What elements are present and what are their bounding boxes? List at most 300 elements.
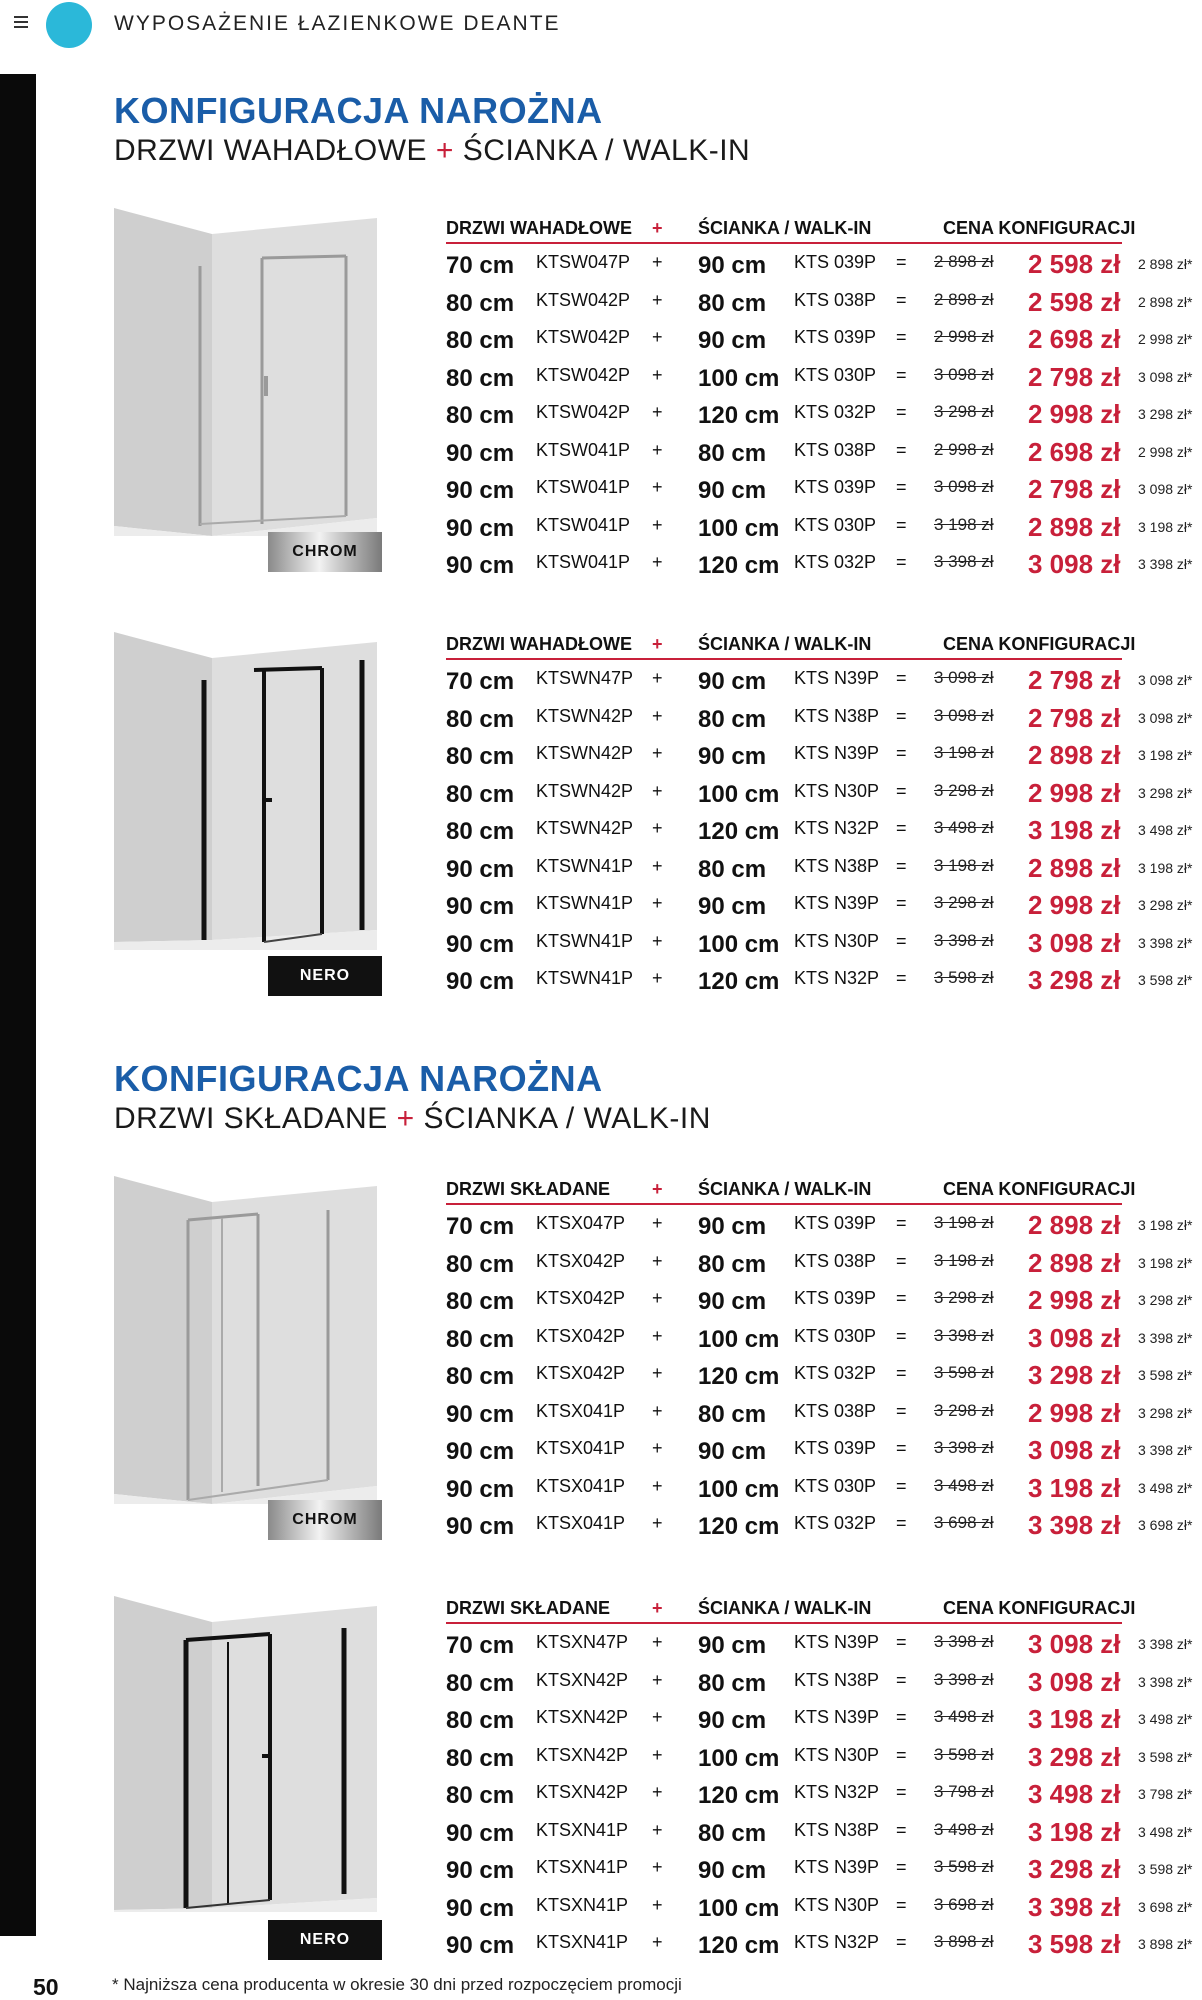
old-price: 3 198 zł (934, 855, 994, 875)
promo-price: 2 798 zł (1028, 665, 1121, 695)
plus-sign: + (652, 1932, 663, 1952)
header-door: DRZWI SKŁADANE (446, 1179, 610, 1199)
promo-price: 2 798 zł (1028, 361, 1121, 392)
table-row (446, 284, 1202, 322)
door-size: 80 cm (446, 705, 515, 733)
shower-illustration (112, 206, 380, 536)
old-price: 2 898 zł (934, 289, 994, 309)
promo-price: 3 398 zł (1028, 1510, 1121, 1540)
wall-size: 80 cm (698, 705, 767, 733)
equals-sign: = (896, 705, 907, 726)
wall-code: KTS 038P (794, 439, 877, 460)
promo-price: 2 898 zł (1028, 852, 1121, 883)
wall-code: KTS 032P (794, 402, 877, 422)
door-code: KTSX042P (536, 1325, 626, 1346)
section-title: KONFIGURACJA NAROŻNA (114, 90, 603, 131)
table-row (446, 1926, 1202, 1964)
plus-sign: + (652, 1707, 663, 1727)
top-bar (0, 0, 1202, 52)
equals-sign: = (896, 1819, 907, 1840)
wall-size: 80 cm (698, 439, 767, 467)
plus-sign: + (652, 1438, 663, 1458)
old-price: 3 398 zł (934, 1632, 994, 1651)
wall-code: KTS N32P (794, 818, 880, 838)
subtitle-plus: + (396, 1102, 415, 1135)
wall-size: 90 cm (698, 1438, 767, 1465)
wall-code: KTS 038P (794, 1250, 877, 1271)
door-code: KTSXN47P (536, 1632, 629, 1652)
wall-code: KTS 030P (794, 1325, 877, 1346)
plus-sign: + (652, 402, 663, 422)
wall-size: 120 cm (698, 968, 780, 995)
equals-sign: = (896, 1288, 907, 1308)
door-size: 80 cm (446, 289, 515, 317)
footnote: * Najniższa cena producenta w okresie 30 dni przed rozpoczęciem promocji (112, 1975, 682, 1994)
plus-sign: + (652, 930, 663, 951)
plus-sign: + (652, 1363, 663, 1383)
table-row (446, 1357, 1202, 1395)
shower-illustration (112, 1174, 380, 1504)
lowest-price: 3 498 zł* (1138, 1711, 1193, 1727)
plus-sign: + (652, 893, 663, 913)
wall-code: KTS 032P (794, 1513, 877, 1533)
door-code: KTSW042P (536, 289, 631, 310)
old-price: 3 298 zł (934, 780, 994, 800)
equals-sign: = (896, 1707, 907, 1727)
table-row (446, 1739, 1202, 1777)
table-row (446, 1470, 1202, 1508)
lowest-price: 3 398 zł* (1138, 1442, 1193, 1458)
table-row (446, 1395, 1202, 1433)
wall-size: 80 cm (698, 1819, 767, 1847)
table-row (446, 396, 1202, 434)
wall-code: KTS N39P (794, 1857, 880, 1877)
header-plus: + (652, 1598, 663, 1618)
plus-sign: + (652, 327, 663, 347)
door-code: KTSW041P (536, 514, 631, 535)
promo-price: 2 898 zł (1028, 740, 1121, 770)
lowest-price: 3 398 zł* (1138, 934, 1193, 951)
wall-size: 90 cm (698, 1707, 767, 1734)
product-image-swing-chrome (112, 206, 380, 560)
old-price: 2 998 zł (934, 439, 994, 459)
lowest-price: 3 098 zł* (1138, 672, 1193, 688)
header-divider (446, 242, 1122, 244)
wall-size: 120 cm (698, 1932, 780, 1959)
header-plus: + (652, 1179, 663, 1199)
promo-price: 3 598 zł (1028, 1929, 1121, 1959)
lowest-price: 3 198 zł* (1138, 1217, 1193, 1233)
plus-sign: + (652, 1857, 663, 1877)
plus-sign: + (652, 855, 663, 876)
wall-code: KTS N38P (794, 855, 880, 876)
table-row (446, 887, 1202, 925)
price-table (446, 632, 1202, 1000)
lowest-price: 3 798 zł* (1138, 1786, 1193, 1802)
plus-sign: + (652, 1400, 663, 1421)
equals-sign: = (896, 968, 907, 988)
lowest-price: 3 298 zł* (1138, 784, 1193, 801)
header-title: WYPOSAŻENIE ŁAZIENKOWE DEANTE (114, 12, 561, 35)
old-price: 3 198 zł (934, 1213, 994, 1232)
promo-price: 3 098 zł (1028, 1666, 1121, 1697)
plus-sign: + (652, 477, 663, 497)
finish-badge: NERO (268, 956, 382, 996)
hamburger-icon[interactable] (14, 16, 28, 28)
lowest-price: 3 498 zł* (1138, 1479, 1193, 1496)
lowest-price: 3 298 zł* (1138, 406, 1193, 422)
table-header (446, 1177, 1202, 1207)
door-size: 90 cm (446, 1438, 515, 1465)
lowest-price: 3 198 zł* (1138, 859, 1193, 876)
wall-code: KTS 030P (794, 514, 877, 535)
door-size: 80 cm (446, 1250, 515, 1278)
door-size: 80 cm (446, 743, 515, 770)
promo-price: 2 998 zł (1028, 399, 1121, 429)
wall-code: KTS N39P (794, 743, 880, 763)
door-size: 90 cm (446, 477, 515, 504)
door-size: 90 cm (446, 439, 515, 467)
wall-size: 100 cm (698, 514, 780, 542)
promo-price: 3 098 zł (1028, 1435, 1121, 1465)
door-code: KTSW041P (536, 439, 631, 460)
door-size: 90 cm (446, 1513, 515, 1540)
equals-sign: = (896, 780, 907, 801)
old-price: 3 898 zł (934, 1932, 994, 1951)
old-price: 3 698 zł (934, 1513, 994, 1532)
wall-code: KTS 039P (794, 1438, 877, 1458)
door-code: KTSW047P (536, 252, 631, 272)
table-row (446, 925, 1202, 963)
equals-sign: = (896, 1632, 907, 1652)
table-row (446, 546, 1202, 584)
plus-sign: + (652, 705, 663, 726)
promo-price: 3 298 zł (1028, 1741, 1121, 1772)
door-code: KTSX042P (536, 1250, 626, 1271)
door-code: KTSW042P (536, 402, 631, 422)
promo-price: 3 098 zł (1028, 927, 1121, 958)
header-wall: ŚCIANKA / WALK-IN (698, 1179, 872, 1199)
wall-code: KTS N39P (794, 668, 880, 688)
table-row (446, 246, 1202, 284)
equals-sign: = (896, 552, 907, 572)
wall-size: 100 cm (698, 1475, 780, 1503)
door-size: 80 cm (446, 1325, 515, 1353)
old-price: 3 198 zł (934, 743, 994, 762)
old-price: 3 498 zł (934, 1707, 994, 1726)
old-price: 3 398 zł (934, 552, 994, 571)
equals-sign: = (896, 477, 907, 497)
lowest-price: 3 098 zł* (1138, 481, 1193, 497)
lowest-price: 3 498 zł* (1138, 822, 1193, 838)
old-price: 3 298 zł (934, 893, 994, 912)
wall-size: 120 cm (698, 1363, 780, 1390)
door-size: 80 cm (446, 327, 515, 354)
lowest-price: 3 298 zł* (1138, 897, 1193, 913)
wall-code: KTS 038P (794, 1400, 877, 1421)
header-door: DRZWI WAHADŁOWE (446, 634, 632, 654)
equals-sign: = (896, 1932, 907, 1952)
door-size: 90 cm (446, 1932, 515, 1959)
door-size: 80 cm (446, 402, 515, 429)
equals-sign: = (896, 1213, 907, 1233)
door-size: 70 cm (446, 668, 515, 695)
wall-size: 90 cm (698, 1288, 767, 1315)
promo-price: 3 398 zł (1028, 1891, 1121, 1922)
lowest-price: 3 598 zł* (1138, 1748, 1193, 1765)
equals-sign: = (896, 668, 907, 688)
equals-sign: = (896, 855, 907, 876)
lowest-price: 2 998 zł* (1138, 331, 1193, 347)
table-header (446, 216, 1202, 246)
door-code: KTSX041P (536, 1438, 626, 1458)
section-subtitle (114, 134, 750, 168)
plus-sign: + (652, 818, 663, 838)
wall-size: 90 cm (698, 327, 767, 354)
door-size: 80 cm (446, 1707, 515, 1734)
door-code: KTSXN42P (536, 1782, 629, 1802)
lowest-price: 3 598 zł* (1138, 972, 1193, 988)
equals-sign: = (896, 743, 907, 763)
door-code: KTSWN41P (536, 930, 634, 951)
equals-sign: = (896, 1400, 907, 1421)
door-size: 80 cm (446, 1782, 515, 1809)
door-size: 90 cm (446, 514, 515, 542)
lowest-price: 3 698 zł* (1138, 1898, 1193, 1915)
promo-price: 2 698 zł (1028, 436, 1121, 467)
plus-sign: + (652, 968, 663, 988)
lowest-price: 3 598 zł* (1138, 1367, 1193, 1383)
equals-sign: = (896, 289, 907, 310)
lowest-price: 3 398 zł* (1138, 1673, 1193, 1690)
wall-size: 80 cm (698, 855, 767, 883)
door-size: 70 cm (446, 252, 515, 279)
wall-code: KTS N30P (794, 930, 880, 951)
old-price: 3 798 zł (934, 1782, 994, 1801)
promo-price: 3 298 zł (1028, 1854, 1121, 1884)
door-code: KTSXN41P (536, 1857, 629, 1877)
table-row (446, 321, 1202, 359)
door-size: 80 cm (446, 1288, 515, 1315)
wall-size: 100 cm (698, 1894, 780, 1922)
subtitle-door-type: DRZWI WAHADŁOWE (114, 134, 428, 167)
wall-size: 90 cm (698, 893, 767, 920)
old-price: 3 498 zł (934, 818, 994, 837)
door-size: 90 cm (446, 855, 515, 883)
table-row (446, 509, 1202, 547)
promo-price: 2 698 zł (1028, 324, 1121, 354)
header-wall: ŚCIANKA / WALK-IN (698, 1598, 872, 1618)
header-divider (446, 658, 1122, 660)
old-price: 3 298 zł (934, 402, 994, 421)
equals-sign: = (896, 402, 907, 422)
door-code: KTSW042P (536, 364, 631, 385)
header-plus: + (652, 218, 663, 238)
table-row (446, 700, 1202, 738)
promo-price: 2 598 zł (1028, 286, 1121, 317)
lowest-price: 3 198 zł* (1138, 518, 1193, 535)
promo-price: 2 998 zł (1028, 777, 1121, 808)
equals-sign: = (896, 1363, 907, 1383)
lowest-price: 3 598 zł* (1138, 1861, 1193, 1877)
wall-size: 100 cm (698, 930, 780, 958)
plus-sign: + (652, 252, 663, 272)
wall-size: 100 cm (698, 364, 780, 392)
wall-code: KTS N39P (794, 1632, 880, 1652)
wall-size: 120 cm (698, 1513, 780, 1540)
plus-sign: + (652, 289, 663, 310)
door-size: 90 cm (446, 1400, 515, 1428)
old-price: 3 398 zł (934, 930, 994, 950)
wall-code: KTS 032P (794, 1363, 877, 1383)
door-size: 90 cm (446, 1475, 515, 1503)
equals-sign: = (896, 1325, 907, 1346)
header-plus: + (652, 634, 663, 654)
door-size: 90 cm (446, 893, 515, 920)
promo-price: 2 598 zł (1028, 249, 1121, 279)
door-code: KTSXN42P (536, 1744, 629, 1765)
header-price: CENA KONFIGURACJI (943, 218, 1136, 238)
door-code: KTSXN41P (536, 1894, 629, 1915)
product-image-folding-nero (112, 1594, 380, 1948)
wall-code: KTS 039P (794, 1288, 877, 1308)
old-price: 3 598 zł (934, 968, 994, 987)
accent-circle (46, 2, 92, 48)
wall-size: 80 cm (698, 1250, 767, 1278)
sidebar-strip (0, 74, 36, 1936)
equals-sign: = (896, 1513, 907, 1533)
lowest-price: 3 698 zł* (1138, 1517, 1193, 1533)
lowest-price: 3 398 zł* (1138, 1636, 1193, 1652)
door-size: 70 cm (446, 1213, 515, 1240)
old-price: 3 498 zł (934, 1819, 994, 1839)
lowest-price: 3 098 zł* (1138, 709, 1193, 726)
wall-code: KTS N38P (794, 705, 880, 726)
old-price: 3 598 zł (934, 1744, 994, 1764)
door-code: KTSXN42P (536, 1669, 629, 1690)
wall-size: 80 cm (698, 1669, 767, 1697)
table-row (446, 662, 1202, 700)
equals-sign: = (896, 364, 907, 385)
plus-sign: + (652, 514, 663, 535)
equals-sign: = (896, 893, 907, 913)
wall-size: 120 cm (698, 552, 780, 579)
header-door: DRZWI SKŁADANE (446, 1598, 610, 1618)
lowest-price: 3 398 zł* (1138, 556, 1193, 572)
table-header (446, 1596, 1202, 1626)
equals-sign: = (896, 930, 907, 951)
plus-sign: + (652, 552, 663, 572)
lowest-price: 3 198 zł* (1138, 747, 1193, 763)
shower-illustration (112, 630, 380, 960)
subtitle-wall-type: ŚCIANKA / WALK-IN (423, 1102, 711, 1135)
wall-code: KTS N38P (794, 1669, 880, 1690)
table-row (446, 1664, 1202, 1702)
finish-badge: CHROM (268, 532, 382, 572)
plus-sign: + (652, 1325, 663, 1346)
old-price: 3 698 zł (934, 1894, 994, 1914)
wall-size: 90 cm (698, 1632, 767, 1659)
lowest-price: 3 198 zł* (1138, 1254, 1193, 1271)
shower-illustration (112, 1594, 380, 1924)
table-row (446, 1626, 1202, 1664)
header-price: CENA KONFIGURACJI (943, 1598, 1136, 1618)
door-code: KTSX041P (536, 1400, 626, 1421)
door-code: KTSWN42P (536, 705, 634, 726)
old-price: 3 298 zł (934, 1400, 994, 1420)
equals-sign: = (896, 439, 907, 460)
table-row (446, 1432, 1202, 1470)
table-row (446, 1207, 1202, 1245)
wall-size: 90 cm (698, 1857, 767, 1884)
old-price: 3 398 zł (934, 1325, 994, 1345)
wall-size: 120 cm (698, 1782, 780, 1809)
promo-price: 2 898 zł (1028, 1247, 1121, 1278)
table-header (446, 632, 1202, 662)
wall-size: 120 cm (698, 402, 780, 429)
product-image-swing-nero (112, 630, 380, 984)
subtitle-wall-type: ŚCIANKA / WALK-IN (462, 134, 751, 167)
door-code: KTSWN42P (536, 818, 634, 838)
wall-size: 100 cm (698, 1744, 780, 1772)
subtitle-plus: + (435, 134, 454, 167)
old-price: 3 098 zł (934, 705, 994, 725)
lowest-price: 3 498 zł* (1138, 1823, 1193, 1840)
lowest-price: 2 898 zł* (1138, 256, 1193, 272)
equals-sign: = (896, 252, 907, 272)
price-table (446, 1596, 1202, 1964)
door-code: KTSX042P (536, 1363, 626, 1383)
plus-sign: + (652, 1632, 663, 1652)
lowest-price: 3 298 zł* (1138, 1292, 1193, 1308)
wall-size: 100 cm (698, 780, 780, 808)
door-size: 80 cm (446, 1363, 515, 1390)
promo-price: 2 798 zł (1028, 474, 1121, 504)
wall-code: KTS 030P (794, 1475, 877, 1496)
promo-price: 3 198 zł (1028, 1472, 1121, 1503)
wall-code: KTS 039P (794, 1213, 877, 1233)
plus-sign: + (652, 1475, 663, 1496)
old-price: 3 098 zł (934, 668, 994, 687)
promo-price: 3 098 zł (1028, 1629, 1121, 1659)
table-row (446, 812, 1202, 850)
table-row (446, 1282, 1202, 1320)
door-size: 90 cm (446, 1857, 515, 1884)
promo-price: 2 998 zł (1028, 890, 1121, 920)
old-price: 3 098 zł (934, 477, 994, 496)
door-code: KTSXN42P (536, 1707, 629, 1727)
door-size: 70 cm (446, 1632, 515, 1659)
old-price: 3 098 zł (934, 364, 994, 384)
old-price: 3 498 zł (934, 1475, 994, 1495)
wall-size: 80 cm (698, 289, 767, 317)
wall-size: 100 cm (698, 1325, 780, 1353)
table-row (446, 1320, 1202, 1358)
lowest-price: 3 898 zł* (1138, 1936, 1193, 1952)
old-price: 3 598 zł (934, 1857, 994, 1876)
plus-sign: + (652, 1213, 663, 1233)
old-price: 2 998 zł (934, 327, 994, 346)
old-price: 2 898 zł (934, 252, 994, 271)
door-code: KTSWN47P (536, 668, 634, 688)
equals-sign: = (896, 1894, 907, 1915)
page-number: 50 (33, 1974, 59, 2000)
wall-size: 90 cm (698, 1213, 767, 1240)
promo-price: 2 898 zł (1028, 1210, 1121, 1240)
plus-sign: + (652, 743, 663, 763)
wall-code: KTS N30P (794, 1894, 880, 1915)
door-code: KTSWN42P (536, 743, 634, 763)
